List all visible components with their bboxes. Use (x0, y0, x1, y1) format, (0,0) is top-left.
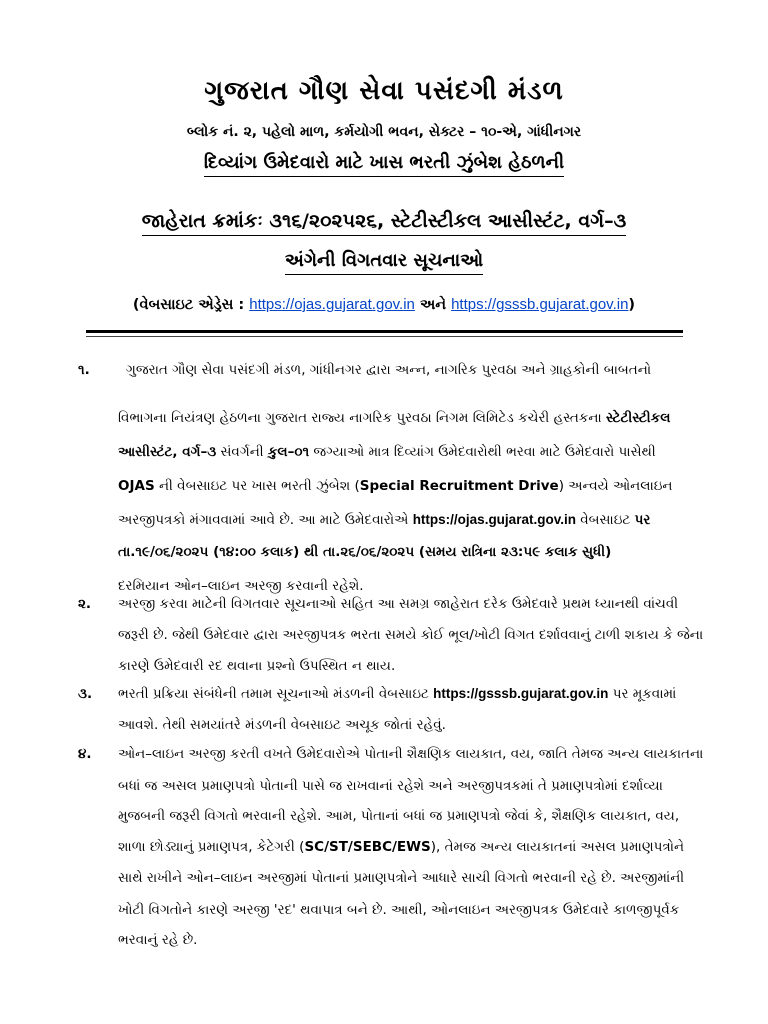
text-segment: ની વેબસાઇટ પર ખાસ ભરતી ઝુંબેશ ( (154, 478, 360, 494)
text-segment: વેબસાઇટ (575, 512, 635, 528)
text-segment: ભરતી પ્રક્રિયા સંબંધેની તમામ સૂચનાઓ મંડળની વેબસાઇટ (118, 686, 434, 702)
website-address-line (0, 296, 768, 313)
section-line (118, 932, 197, 948)
section-line (118, 578, 364, 594)
inline-url: https://ojas.gujarat.gov.in (412, 512, 576, 527)
section-line (118, 410, 670, 426)
advertisement-heading-text: જાહેરાત ક્રમાંકઃ ૩૧૬/૨૦૨૫૨૬, સ્ટેટીસ્ટીકલ આસીસ્ટંટ, વર્ગ–૩ (142, 210, 627, 236)
text-segment: સંવર્ગની (216, 444, 268, 460)
section-line (118, 778, 663, 794)
text-segment: ), તેમજ અન્ય લાયકાતનાં અસલ પ્રમાણપત્રોને (430, 839, 685, 855)
text-segment: વિભાગના નિયંત્રણ હેઠળના ગુજરાત રાજ્ય નાગરિક પુરવઠા નિગમ લિમિટેડ કચેરી હસ્તકના (118, 410, 606, 426)
text-segment: Special Recruitment Drive (359, 478, 559, 494)
instructions-heading-text: અંગેની વિગતવાર સૂચનાઓ (285, 250, 483, 275)
text-segment: મુજબની જરૂરી વિગતો ભરવાની રહેશે. આમ, પોતાનાં બધાં જ પ્રમાણપત્રો જેવાં કે, શૈક્ષણિક લાયકાત, વય, (118, 808, 680, 824)
instructions-heading (0, 250, 768, 271)
section-line (118, 870, 684, 886)
section-line (118, 478, 673, 494)
section-line (118, 596, 678, 612)
text-segment: ) અન્વયે ઓનલાઇન (558, 478, 673, 494)
gsssb-website-link[interactable]: https://gsssb.gujarat.gov.in (451, 296, 629, 313)
text-segment: દરમિયાન ઓન–લાઇન અરજી કરવાની રહેશે. (118, 578, 364, 594)
inline-url: https://gsssb.gujarat.gov.in (433, 686, 609, 701)
text-segment: SC/ST/SEBC/EWS (304, 839, 431, 855)
section-line (118, 627, 703, 643)
section-number: ૨. (78, 596, 92, 612)
section-line (118, 686, 676, 702)
text-segment: તા.૧૯/૦૬/૨૦૨૫ (૧૪:૦૦ કલાક) થી તા.૨૬/૦૬/૨૦૨૫ (સમય રાત્રિના ૨૩:૫૯ કલાક સુધી) (118, 544, 612, 560)
text-segment: કુલ–૦૧ (267, 444, 310, 460)
text-segment: અરજી કરવા માટેની વિગતવાર સૂચનાઓ સહિત આ સમગ્ર જાહેરાત દરેક ઉમેદવારે પ્રથમ ધ્યાનથી વાંચવી (118, 596, 679, 612)
section-line (118, 902, 679, 918)
page-title: ગુજરાત ગૌણ સેવા પસંદગી મંડળ (204, 76, 564, 106)
section-line (118, 717, 446, 733)
text-segment: ભરવાનું રહે છે. (118, 932, 198, 948)
section-number: ૩. (78, 686, 93, 702)
website-close-paren: ) (628, 297, 636, 313)
section-number: ૪. (78, 746, 92, 762)
text-segment: સાથે રાખીને ઓન–લાઇન અરજીમાં પોતાનાં પ્રમાણપત્રોને આધારે સાચી વિગતો ભરવાની રહે છે. અરજીમાંની (118, 870, 685, 886)
header-divider-thick (86, 330, 683, 333)
website-label: (વેબસાઇટ એડ્રેસ : (132, 297, 250, 313)
website-conjunction: અને (414, 297, 452, 313)
text-segment: શાળા છોડ્યાનું પ્રમાણપત્ર, કેટેગરી ( (118, 839, 305, 855)
text-segment: ગુજરાત ગૌણ સેવા પસંદગી મંડળ, ગાંધીનગર દ્વારા અન્ન, નાગરિક પુરવઠા અને ગ્રાહકોની બાબતનો (126, 362, 652, 378)
section-line (118, 746, 703, 762)
drive-heading-text: દિવ્યાંગ ઉમેદવારો માટે ખાસ ભરતી ઝુંબેશ હેઠળની (204, 152, 564, 177)
section-line (118, 658, 395, 674)
text-segment: સ્ટેટીસ્ટીકલ (606, 410, 671, 426)
text-segment: પર મૂકવામાં (608, 686, 677, 702)
section-line (126, 362, 651, 378)
text-segment: OJAS (118, 478, 155, 494)
text-segment: ઓન–લાઇન અરજી કરતી વખતે ઉમેદવારોએ પોતાની શૈક્ષણિક લાયકાત, વય, જાતિ તેમજ અન્ય લાયકાતના (118, 746, 704, 762)
section-line (118, 839, 684, 855)
section-line (118, 444, 656, 460)
text-segment: અરજીપત્રકો મંગાવવામાં આવે છે. આ માટે ઉમેદવારોએ (118, 512, 413, 528)
ojas-website-link[interactable]: https://ojas.gujarat.gov.in (249, 296, 415, 313)
text-segment: જગ્યાઓ માત્ર દિવ્યાંગ ઉમેદવારોથી ભરવા માટે ઉમેદવારો પાસેથી (309, 444, 656, 460)
drive-heading (0, 152, 768, 173)
text-segment: કારણે ઉમેદવારી રદ થવાના પ્રશ્નો ઉપસ્થિત ન થાય. (118, 658, 396, 674)
text-segment: ખોટી વિગતોને કારણે અરજી 'રદ' થવાપાત્ર બને છે. આથી, ઓનલાઇન અરજીપત્રક ઉમેદવારે કાળજીપૂર્વક (118, 902, 680, 918)
section-line (118, 808, 679, 824)
text-segment: આસીસ્ટંટ, વર્ગ–૩ (118, 444, 217, 460)
text-segment: આવશે. તેથી સમયાંતરે મંડળની વેબસાઇટ અચૂક જોતાં રહેવું. (118, 717, 446, 733)
header-divider-thin (86, 336, 683, 337)
advertisement-heading (0, 210, 768, 232)
section-number: ૧. (78, 362, 90, 378)
office-address: બ્લોક નં. ૨, પહેલો માળ, કર્મયોગી ભવન, સેક્ટર – ૧૦-એ, ગાંધીનગર (186, 124, 582, 140)
text-segment: બધાં જ અસલ પ્રમાણપત્રો પોતાની પાસે જ રાખવાનાં રહેશે અને અરજીપત્રકમાં તે પ્રમાણપત્રોમાં દર્શાવ્યા (118, 778, 663, 794)
text-segment: જરૂરી છે. જેથી ઉમેદવાર દ્વારા અરજીપત્રક ભરતા સમયે કોઈ ભૂલ/ખોટી વિગત દર્શાવવાનું ટાળી શકાય કે જેના (118, 627, 704, 643)
section-line (118, 512, 650, 528)
text-segment: પર (634, 512, 651, 528)
section-line (118, 544, 611, 560)
